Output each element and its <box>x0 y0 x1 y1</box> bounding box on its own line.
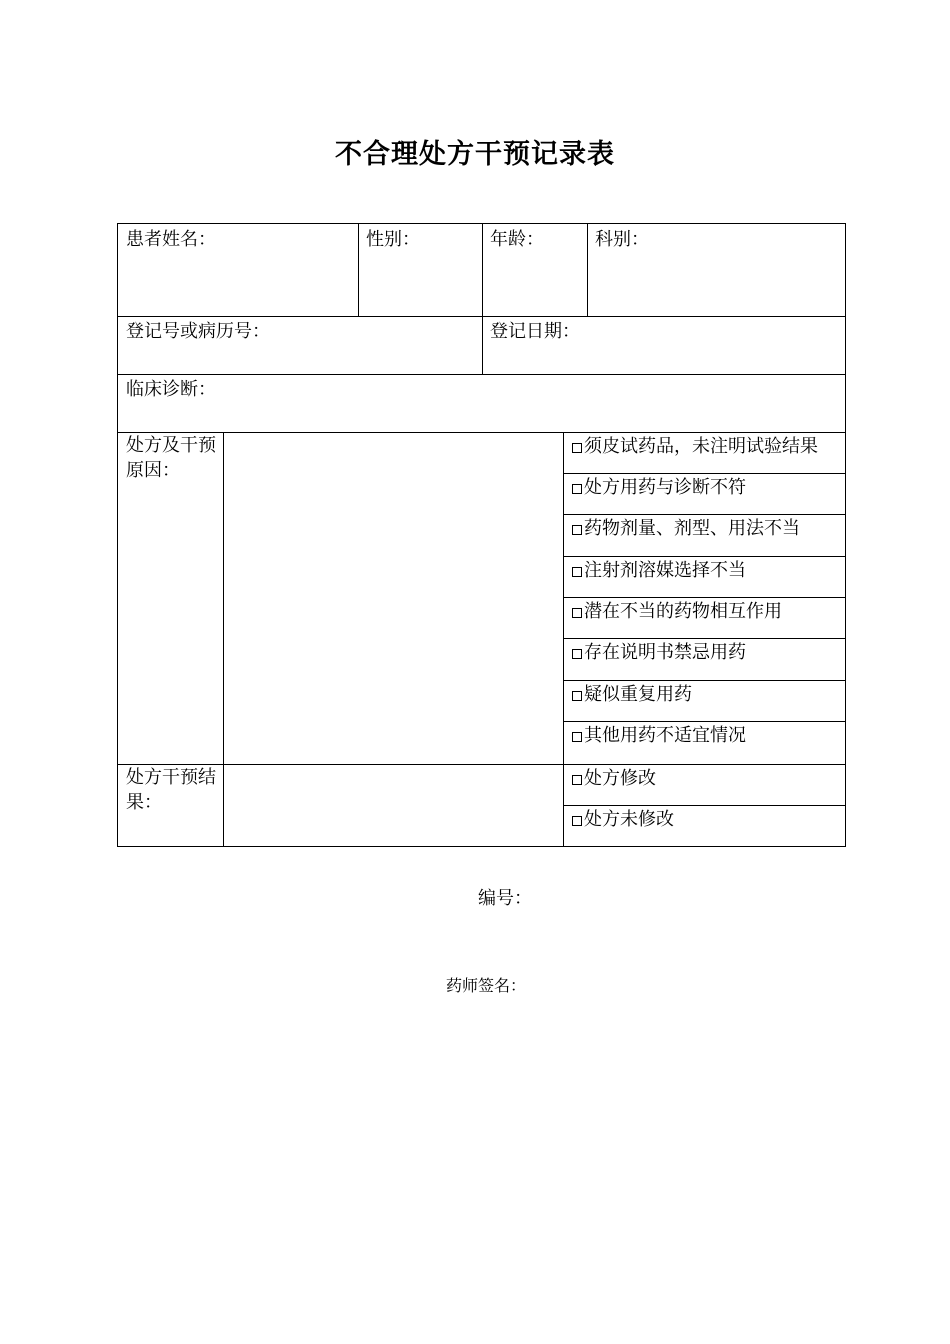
diagnosis-cell[interactable] <box>118 374 845 432</box>
department-cell[interactable] <box>587 224 845 316</box>
diagnosis-label: 临床诊断： <box>126 379 216 400</box>
grid-line <box>563 721 845 722</box>
intervention-form <box>117 223 846 847</box>
reason-option-other[interactable] <box>564 721 846 762</box>
reason-option-label: 存在说明书禁忌用药 <box>584 642 746 663</box>
reason-label: 处方及干预原因： <box>126 435 216 481</box>
reason-option-contraindication[interactable] <box>564 638 846 679</box>
result-option-modified[interactable] <box>564 764 846 805</box>
reason-option-label: 潜在不当的药物相互作用 <box>584 601 782 622</box>
patient-name-label: 患者姓名： <box>126 229 216 250</box>
result-option-label: 处方未修改 <box>584 809 674 830</box>
grid-line <box>587 224 588 316</box>
grid-line <box>118 432 845 433</box>
grid-line <box>563 432 564 846</box>
result-option-not-modified[interactable] <box>564 805 846 846</box>
reason-option-skin-test[interactable] <box>564 432 846 473</box>
reason-option-interaction[interactable] <box>564 597 846 638</box>
grid-line <box>223 432 224 846</box>
result-label: 处方干预结果： <box>126 767 216 813</box>
grid-line <box>563 597 845 598</box>
reason-option-label: 须皮试药品，未注明试验结果 <box>584 436 818 457</box>
checkbox-icon[interactable] <box>572 608 582 618</box>
record-no-label: 登记号或病历号： <box>126 321 270 342</box>
grid-line <box>563 473 845 474</box>
result-option-label: 处方修改 <box>584 768 656 789</box>
grid-line <box>563 556 845 557</box>
record-no-cell[interactable] <box>118 316 482 374</box>
checkbox-icon[interactable] <box>572 567 582 577</box>
grid-line <box>118 764 845 765</box>
grid-line <box>563 680 845 681</box>
grid-line <box>563 514 845 515</box>
record-date-label: 登记日期： <box>490 321 580 342</box>
reason-option-label: 疑似重复用药 <box>584 684 692 705</box>
grid-line <box>358 224 359 316</box>
grid-line <box>563 638 845 639</box>
result-label-cell <box>118 764 223 846</box>
gender-cell[interactable] <box>358 224 482 316</box>
grid-line <box>118 374 845 375</box>
department-label: 科别： <box>595 229 649 250</box>
checkbox-icon[interactable] <box>572 484 582 494</box>
reason-option-duplicate[interactable] <box>564 680 846 721</box>
grid-line <box>563 805 845 806</box>
reason-option-label: 注射剂溶媒选择不当 <box>584 560 746 581</box>
form-number-label: 编号： <box>478 888 532 909</box>
patient-name-cell[interactable] <box>118 224 358 316</box>
page-title: 不合理处方干预记录表 <box>335 139 615 170</box>
checkbox-icon[interactable] <box>572 691 582 701</box>
record-date-cell[interactable] <box>482 316 845 374</box>
checkbox-icon[interactable] <box>572 816 582 826</box>
checkbox-icon[interactable] <box>572 525 582 535</box>
gender-label: 性别： <box>366 229 420 250</box>
reason-option-dosage[interactable] <box>564 514 846 555</box>
checkbox-icon[interactable] <box>572 732 582 742</box>
reason-option-label: 其他用药不适宜情况 <box>584 725 746 746</box>
age-label: 年龄： <box>490 229 544 250</box>
reason-detail-cell[interactable] <box>223 432 563 764</box>
result-detail-cell[interactable] <box>223 764 563 846</box>
checkbox-icon[interactable] <box>572 443 582 453</box>
reason-label-cell <box>118 432 223 764</box>
pharmacist-signature-label: 药师签名： <box>446 976 527 995</box>
reason-option-solvent[interactable] <box>564 556 846 597</box>
reason-option-label: 药物剂量、剂型、用法不当 <box>584 518 800 539</box>
checkbox-icon[interactable] <box>572 649 582 659</box>
grid-line <box>482 224 483 374</box>
reason-option-diagnosis-mismatch[interactable] <box>564 473 846 514</box>
reason-option-label: 处方用药与诊断不符 <box>584 477 746 498</box>
checkbox-icon[interactable] <box>572 775 582 785</box>
age-cell[interactable] <box>482 224 587 316</box>
